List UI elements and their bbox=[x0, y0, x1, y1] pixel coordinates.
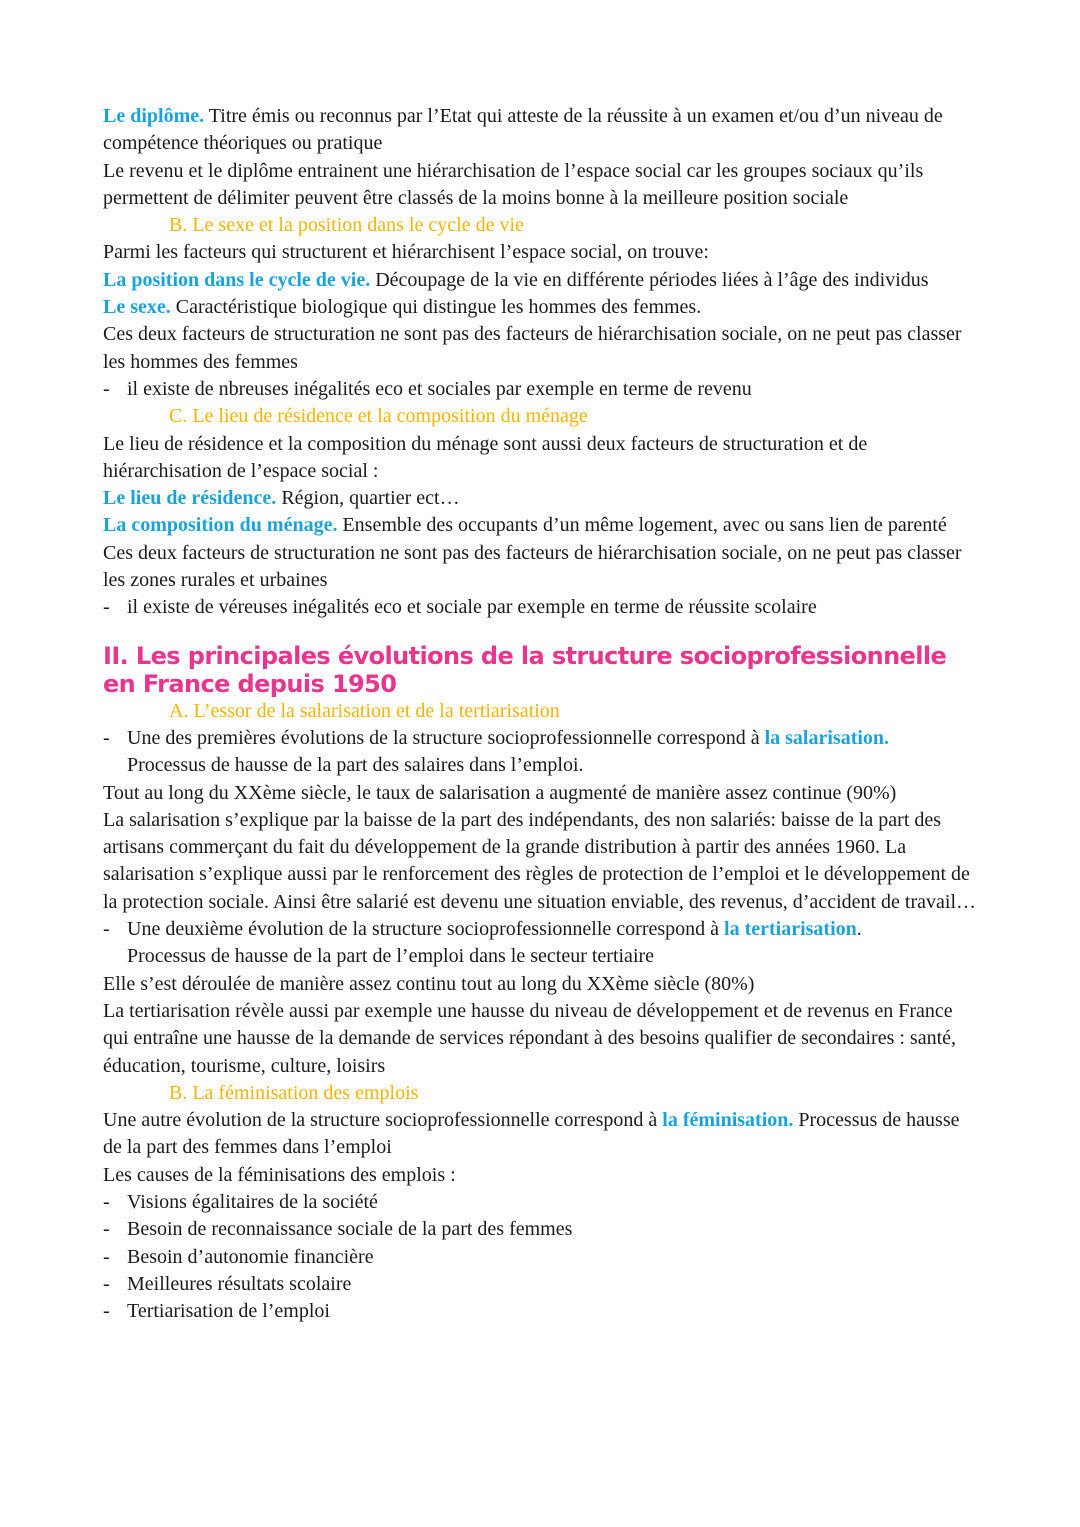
tertiarisation-paragraph-1: Elle s’est déroulée de manière assez continu tout au long du XXème siècle (80%) bbox=[103, 972, 755, 995]
cause-item: - Tertiarisation de l’emploi bbox=[103, 1298, 983, 1325]
salarisation-bullet bbox=[103, 725, 983, 780]
tertiarisation-paragraph-2: La tertiarisation révèle aussi par exemple une hausse du niveau de développement et de revenus en France qui entraîne une hausse de la demande de services répondant à des besoins qualifier de secondaires : santé, éducation, tourisme, culture, loisirs bbox=[103, 999, 957, 1077]
composition-definition bbox=[103, 512, 983, 539]
tertiarisation-definition: Processus de hausse de la part de l’emploi dans le secteur tertiaire bbox=[127, 945, 655, 968]
subsection-c-paragraph: Ces deux facteurs de structuration ne sont pas des facteurs de hiérarchisation sociale, on ne peut pas classer les zones rurales et urbaines bbox=[103, 541, 962, 592]
salarisation-term: la salarisation. bbox=[764, 726, 890, 749]
subsection-b-bullet: - il existe de nbreuses inégalités eco et sociales par exemple en terme de revenu bbox=[103, 376, 983, 403]
feminisation-paragraph bbox=[103, 1107, 983, 1162]
revenu-paragraph: Le revenu et le diplôme entrainent une hiérarchisation de l’espace social car les groupes sociaux qu’ils permettent de délimiter peuvent être classés de la moins bonne à la meilleure position sociale bbox=[103, 159, 924, 209]
lieu-definition bbox=[103, 485, 983, 512]
tertiarisation-bullet-text: Une deuxième évolution de la structure socioprofessionnelle correspond à bbox=[127, 918, 725, 941]
cause-item: - Meilleures résultats scolaire bbox=[103, 1271, 983, 1298]
feminisation-term: la féminisation. bbox=[662, 1109, 794, 1132]
feminisation-definition: Processus de hausse de la part des femmes dans l’emploi bbox=[103, 1109, 960, 1159]
tertiarisation-dot: . bbox=[856, 918, 862, 941]
subsection-c-bullet: - il existe de véreuses inégalités eco et sociale par exemple en terme de réussite scolaire bbox=[103, 594, 983, 621]
sexe-definition bbox=[103, 294, 983, 321]
salarisation-paragraph-2: La salarisation s’explique par la baisse de la part des indépendants, des non salariés: baisse de la part des artisans commerçant du fait du développement de la grande distribution à partir des années 1960. La salarisation s’explique aussi par le renforcement des règles de protection de l’emploi et le développement de la protection sociale. Ainsi être salarié est devenu une situation enviable, des revenus, d’accident de travail… bbox=[103, 808, 977, 913]
subsection-c-title: C. Le lieu de résidence et la composition du ménage bbox=[169, 405, 588, 428]
diplome-definition bbox=[103, 103, 983, 158]
cause-item: - Besoin de reconnaissance sociale de la part des femmes bbox=[103, 1216, 983, 1243]
subsection-b-paragraph: Ces deux facteurs de structuration ne sont pas des facteurs de hiérarchisation sociale, on ne peut pas classer les hommes des femmes bbox=[103, 323, 962, 373]
tertiarisation-bullet bbox=[103, 916, 983, 971]
causes-intro: Les causes de la féminisations des emplois : bbox=[103, 1163, 456, 1186]
salarisation-paragraph-1: Tout au long du XXème siècle, le taux de salarisation a augmenté de manière assez continue (90%) bbox=[103, 781, 897, 804]
section-2-heading: II. Les principales évolutions de la structure socioprofessionnelle en France depuis 1950 bbox=[103, 641, 947, 698]
cycle-definition bbox=[103, 267, 983, 294]
sexe-term: Le sexe. bbox=[103, 296, 171, 319]
lieu-text: Région, quartier ect… bbox=[276, 487, 460, 510]
document-page bbox=[103, 103, 983, 1325]
diplome-term: Le diplôme. bbox=[103, 105, 205, 127]
cycle-text: Découpage de la vie en différente périodes liées à l’âge des individus bbox=[370, 268, 929, 291]
cycle-term: La position dans le cycle de vie. bbox=[103, 268, 371, 291]
cause-item: - Visions égalitaires de la société bbox=[103, 1189, 983, 1216]
subsection-2b-title: B. La féminisation des emplois bbox=[169, 1081, 419, 1104]
sexe-text: Caractéristique biologique qui distingue les hommes des femmes. bbox=[170, 296, 702, 319]
composition-term: La composition du ménage. bbox=[103, 514, 338, 537]
feminisation-text: Une autre évolution de la structure socioprofessionnelle correspond à bbox=[103, 1109, 663, 1132]
subsection-b-title: B. Le sexe et la position dans le cycle de vie bbox=[169, 214, 524, 237]
salarisation-definition: Processus de hausse de la part des salaires dans l’emploi. bbox=[127, 754, 584, 777]
tertiarisation-term: la tertiarisation bbox=[724, 918, 857, 941]
lieu-term: Le lieu de résidence. bbox=[103, 487, 277, 510]
salarisation-bullet-text: Une des premières évolutions de la structure socioprofessionnelle correspond à bbox=[127, 726, 765, 749]
subsection-b-intro: Parmi les facteurs qui structurent et hiérarchisent l’espace social, on trouve: bbox=[103, 241, 709, 264]
cause-item: - Besoin d’autonomie financière bbox=[103, 1244, 983, 1271]
subsection-c-intro: Le lieu de résidence et la composition du ménage sont aussi deux facteurs de structuration et de hiérarchisation de l’espace social : bbox=[103, 432, 868, 482]
subsection-2a-title: A. L’essor de la salarisation et de la tertiarisation bbox=[169, 699, 560, 722]
composition-text: Ensemble des occupants d’un même logement, avec ou sans lien de parenté bbox=[337, 514, 947, 537]
diplome-text: Titre émis ou reconnus par l’Etat qui atteste de la réussite à un examen et/ou d’un niveau de compétence théoriques ou pratique bbox=[103, 105, 943, 155]
